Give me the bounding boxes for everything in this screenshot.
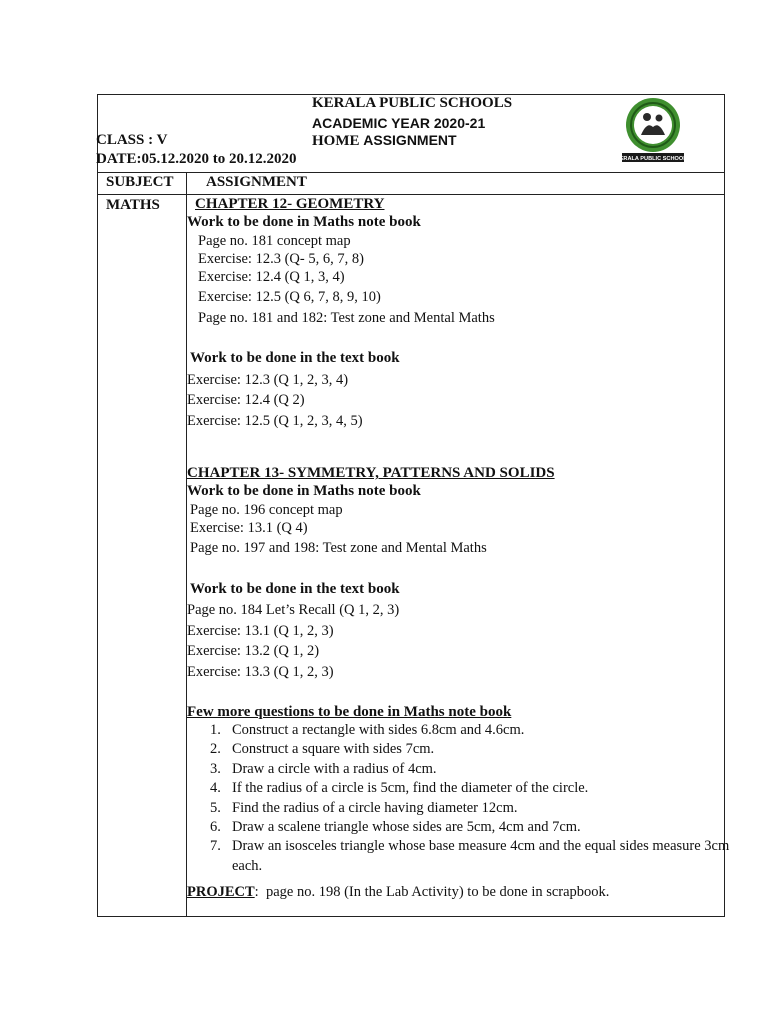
project-line (187, 883, 609, 901)
ch13-notebook-item: Page no. 197 and 198: Test zone and Mental Maths (190, 540, 487, 556)
ch12-textbook-item: Exercise: 12.3 (Q 1, 2, 3, 4) (187, 372, 349, 388)
project-colon: : (254, 884, 259, 900)
ch13-textbook-item: Page no. 184 Let’s Recall (Q 1, 2, 3) (187, 602, 400, 618)
project-text: page no. 198 (In the Lab Activity) to be done in scrapbook. (265, 884, 610, 900)
ch12-notebook-heading: Work to be done in Maths note book (187, 214, 421, 230)
col-assignment-header: ASSIGNMENT (206, 174, 307, 190)
col-subject-header: SUBJECT (106, 174, 174, 190)
logo-ring-inner (634, 106, 672, 144)
school-logo (615, 97, 691, 163)
class-label: CLASS : V (96, 132, 168, 148)
ch12-notebook-item: Exercise: 12.5 (Q 6, 7, 8, 9, 10) (198, 289, 381, 305)
question-text: Draw an isosceles triangle whose base measure 4cm and the equal sides measure 3cm each. (232, 838, 730, 874)
ch12-notebook-item: Page no. 181 concept map (198, 233, 351, 249)
question-text: Construct a rectangle with sides 6.8cm and 4.6cm. (232, 722, 525, 738)
question-number: 5. (210, 799, 221, 816)
question-number: 6. (210, 819, 221, 836)
few-more-heading: Few more questions to be done in Maths note book (187, 704, 512, 720)
home-assignment-title (312, 131, 457, 150)
table-header-border (98, 194, 724, 195)
question-text: Construct a square with sides 7cm. (232, 741, 435, 758)
question-number: 7. (210, 838, 221, 855)
logo-text: KERALA PUBLIC SCHOOLS (615, 156, 691, 162)
question-number: 2. (210, 741, 221, 758)
ch12-textbook-heading: Work to be done in the text book (190, 350, 400, 366)
date-label: DATE:05.12.2020 to 20.12.2020 (96, 151, 297, 167)
ch12-notebook-item: Exercise: 12.3 (Q- 5, 6, 7, 8) (198, 251, 364, 267)
subject-maths: MATHS (106, 197, 160, 213)
logo-figure-head-right (656, 115, 663, 122)
question-text: Find the radius of a circle having diameter 12cm. (232, 799, 518, 816)
question-number: 4. (210, 780, 221, 797)
ch13-textbook-item: Exercise: 13.2 (Q 1, 2) (187, 643, 320, 659)
school-name: KERALA PUBLIC SCHOOLS (312, 95, 513, 111)
few-more-list (210, 721, 750, 876)
chapter-13-title: CHAPTER 13- SYMMETRY, PATTERNS AND SOLIDS (187, 465, 555, 481)
list-item (210, 818, 750, 837)
ch13-textbook-item: Exercise: 13.3 (Q 1, 2, 3) (187, 664, 334, 680)
ch13-textbook-heading: Work to be done in the text book (190, 581, 400, 597)
academic-year: ACADEMIC YEAR 2020-21 (312, 115, 486, 131)
list-item (210, 760, 750, 779)
ch12-notebook-item: Page no. 181 and 182: Test zone and Mental Maths (198, 310, 495, 326)
assignment-sheet (96, 94, 730, 917)
question-text: If the radius of a circle is 5cm, find the diameter of the circle. (232, 780, 589, 797)
question-number: 3. (210, 760, 221, 777)
ch13-textbook-item: Exercise: 13.1 (Q 1, 2, 3) (187, 623, 334, 639)
home-word: HOME (312, 133, 364, 149)
ch12-textbook-item: Exercise: 12.4 (Q 2) (187, 392, 305, 408)
chapter-12-title: CHAPTER 12- GEOMETRY (195, 196, 385, 212)
list-item (210, 740, 750, 759)
list-item (210, 837, 750, 876)
table-column-divider (186, 172, 187, 917)
list-item (210, 779, 750, 798)
table-top-border (98, 172, 724, 173)
assignment-word: ASSIGNMENT (363, 132, 457, 148)
ch13-notebook-item: Page no. 196 concept map (190, 502, 343, 518)
question-number: 1. (210, 722, 221, 738)
ch12-notebook-item: Exercise: 12.4 (Q 1, 3, 4) (198, 269, 345, 285)
list-item (210, 799, 750, 818)
ch13-notebook-item: Exercise: 13.1 (Q 4) (190, 520, 308, 536)
question-text: Draw a circle with a radius of 4cm. (232, 760, 437, 777)
question-text: Draw a scalene triangle whose sides are 5cm, 4cm and 7cm. (232, 819, 581, 836)
logo-figure-head-left (643, 113, 651, 121)
ch13-notebook-heading: Work to be done in Maths note book (187, 483, 421, 499)
project-label: PROJECT (187, 884, 255, 900)
ch12-textbook-item: Exercise: 12.5 (Q 1, 2, 3, 4, 5) (187, 413, 363, 429)
list-item (210, 721, 750, 740)
